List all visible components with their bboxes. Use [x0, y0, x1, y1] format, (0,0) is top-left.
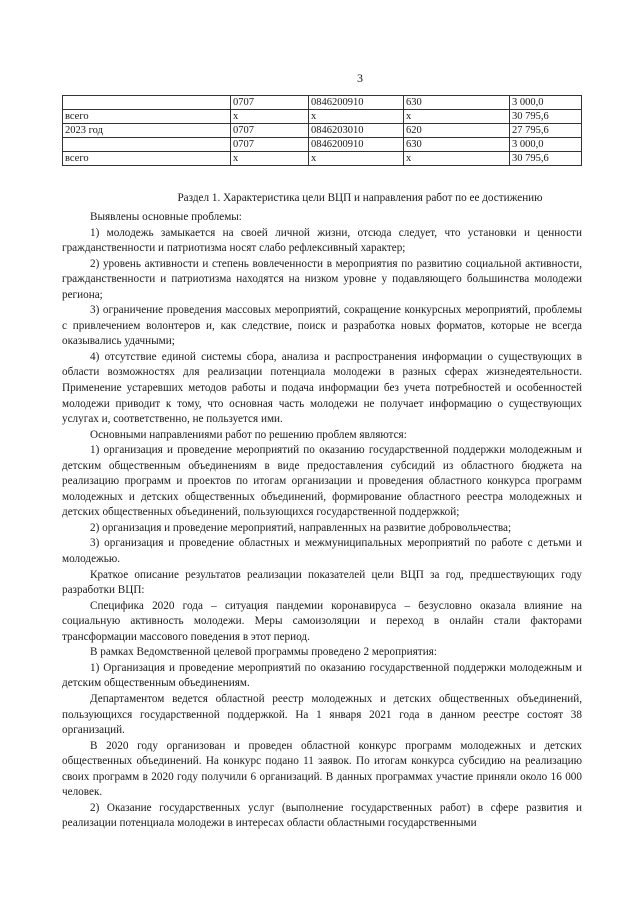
- table-row: [63, 110, 582, 124]
- paragraph: В рамках Ведомственной целевой программы проведено 2 мероприятия:: [90, 646, 437, 659]
- table-cell: 27 795,6: [510, 124, 582, 138]
- table-cell: 0846200910: [309, 96, 404, 110]
- table-cell: всего: [63, 110, 231, 124]
- paragraph: 1) молодежь замыкается на своей личной жизни, отсюда следует, что установки и ценности гражданственности и патриотизма носят слабо рефлексивный характер;: [62, 226, 582, 255]
- table-cell: х: [231, 152, 309, 166]
- table-cell: 0707: [231, 138, 309, 152]
- table-row: [63, 138, 582, 152]
- paragraph: Специфика 2020 года – ситуация пандемии коронавируса – безусловно оказала влияние на социальную активность молодежи. Меры самоизоляции и переход в онлайн стали факторами трансформации массового поведения в этот период.: [62, 599, 582, 643]
- table-cell: всего: [63, 152, 231, 166]
- table-cell: 0707: [231, 124, 309, 138]
- table-cell: 630: [404, 96, 510, 110]
- table-cell: х: [404, 110, 510, 124]
- table-row: [63, 152, 582, 166]
- paragraph: 2) уровень активности и степень вовлеченности в мероприятия по развитию социальной активности, гражданственности и патриотизма находятся на низком уровне у подавляющего большинства молодежи региона;: [62, 257, 582, 301]
- paragraph: 3) ограничение проведения массовых мероприятий, сокращение конкурсных мероприятий, проблемы с привлечением волонтеров и, как следствие, поиск и разработка новых форматов, которые не всегда оказывались удачными;: [62, 304, 582, 348]
- paragraph: Краткое описание результатов реализации показателей цели ВЦП за год, предшествующих году разработки ВЦП:: [62, 568, 582, 597]
- table-cell: х: [404, 152, 510, 166]
- paragraph: 4) отсутствие единой системы сбора, анализа и распространения информации о существующих в области возможностях для реализации потенциала молодежи в разных сферах жизнедеятельности. Применение устаревших методов работы и подача информации без учета потребностей и особенностей молодежи приводит к тому, что основная часть молодежи не получает информацию о существующих услугах и, соответственно, не пользуется ими.: [62, 350, 582, 426]
- budget-table: [62, 95, 582, 166]
- paragraph: Департаментом ведется областной реестр молодежных и детских общественных объединений, пользующихся государственной поддержкой. На 1 января 2021 года в данном реестре состоят 38 организаций.: [62, 692, 582, 737]
- table-cell: х: [309, 152, 404, 166]
- paragraph: 1) Организация и проведение мероприятий по оказанию государственной поддержки молодежным и детским общественным объединениям.: [62, 661, 582, 690]
- table-cell: 0707: [231, 96, 309, 110]
- body-text: [62, 210, 582, 832]
- table-cell: [63, 138, 231, 152]
- table-cell: 0846200910: [309, 138, 404, 152]
- table-row: [63, 124, 582, 138]
- table-cell: 30 795,6: [510, 152, 582, 166]
- table-cell: х: [309, 110, 404, 124]
- table-cell: 2023 год: [63, 124, 231, 138]
- table-cell: 620: [404, 124, 510, 138]
- paragraph: 2) Оказание государственных услуг (выполнение государственных работ) в сфере развития и реализации потенциала молодежи в интересах области областными государственными: [62, 801, 582, 830]
- table-cell: 0846203010: [309, 124, 404, 138]
- paragraph: Основными направлениями работ по решению проблем являются:: [90, 428, 407, 441]
- paragraph: В 2020 году организован и проведен областной конкурс программ молодежных и детских общественных объединений. На конкурс подано 11 заявок. По итогам конкурса субсидию на реализацию своих программ в 2020 году получили 6 организаций. В данных программах участие приняли около 16 000 человек.: [62, 739, 582, 799]
- paragraph: Выявлены основные проблемы:: [90, 211, 242, 223]
- section-title: Раздел 1. Характеристика цели ВЦП и направления работ по ее достижению: [177, 192, 543, 204]
- table-cell: 3 000,0: [510, 96, 582, 110]
- paragraph: 3) организация и проведение областных и межмуниципальных мероприятий по работе с детьми и молодежью.: [62, 537, 582, 566]
- table-cell: 3 000,0: [510, 138, 582, 152]
- table-cell: х: [231, 110, 309, 124]
- page-number: 3: [357, 71, 363, 85]
- table-cell: 630: [404, 138, 510, 152]
- table-cell: [63, 96, 231, 110]
- paragraph: 1) организация и проведение мероприятий по оказанию государственной поддержки молодежным и детским общественным объединениям в виде предоставления субсидий из областного бюджета на реализацию программ и проектов по итогам организации и проведения областного конкурса программ молодежных и детских общественных объединений, формирование областного реестра молодежных и детских общественных объединений, пользующихся государственной поддержкой;: [62, 444, 582, 519]
- paragraph: 2) организация и проведение мероприятий, направленных на развитие добровольчества;: [90, 521, 512, 534]
- table-row: [63, 96, 582, 110]
- table-cell: 30 795,6: [510, 110, 582, 124]
